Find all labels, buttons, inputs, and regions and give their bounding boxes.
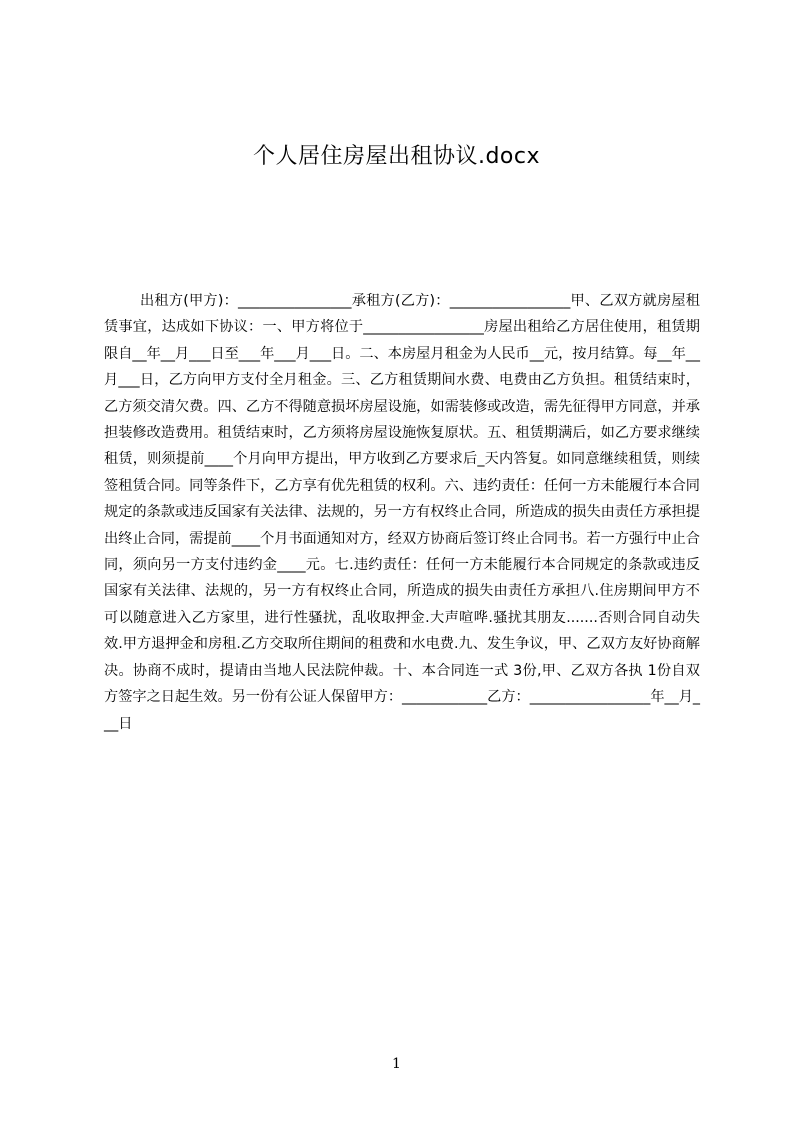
document-title: 个人居住房屋出租协议.docx bbox=[252, 144, 541, 169]
agreement-body-paragraph: 出租方(甲方)：________________承租方(乙方)：_________________甲、乙双方就房屋租赁事宜，达成如下协议：一、甲方将位于_________________房屋出租给乙方居住使用，租赁期限自__年__月___日至___年___月___日。二、本房屋月租金为人民币__元，按月结算。每__年__月___日，乙方向甲方支付全月租金。三、乙方租赁期间水费、电费由乙方负担。租赁结束时，乙方须交清欠费。四、乙方不得随意损坏房屋设施，如需装修或改造，需先征得甲方同意，并承担装修改造费用。租赁结束时，乙方须将房屋设施恢复原状。五、租赁期满后，如乙方要求继续租赁，则须提前____个月向甲方提出，甲方收到乙方要求后_天内答复。如同意继续租赁，则续签租赁合同。同等条件下，乙方享有优先租赁的权利。六、违约责任：任何一方未能履行本合同规定的条款或违反国家有关法律、法规的，另一方有权终止合同，所造成的损失由责任方承担提出终止合同，需提前____个月书面通知对方，经双方协商后签订终止合同书。若一方强行中止合同，须向另一方支付违约金____元。七.违约责任：任何一方未能履行本合同规定的条款或违反国家有关法律、法规的，另一方有权终止合同，所造成的损失由责任方承担八.住房期间甲方不可以随意进入乙方家里，进行性骚扰，乱收取押金.大声喧哗.骚扰其朋友.......否则合同自动失效.甲方退押金和房租.乙方交取所住期间的租费和水电费.九、发生争议，甲、乙双方友好协商解决。协商不成时，提请由当地人民法院仲裁。十、本合同连一式 3份,甲、乙双方各执 1份自双方签字之日起生效。另一份有公证人保留甲方：____________乙方：_________________年__月___日 bbox=[104, 293, 700, 732]
page-number: 1 bbox=[392, 1056, 401, 1072]
